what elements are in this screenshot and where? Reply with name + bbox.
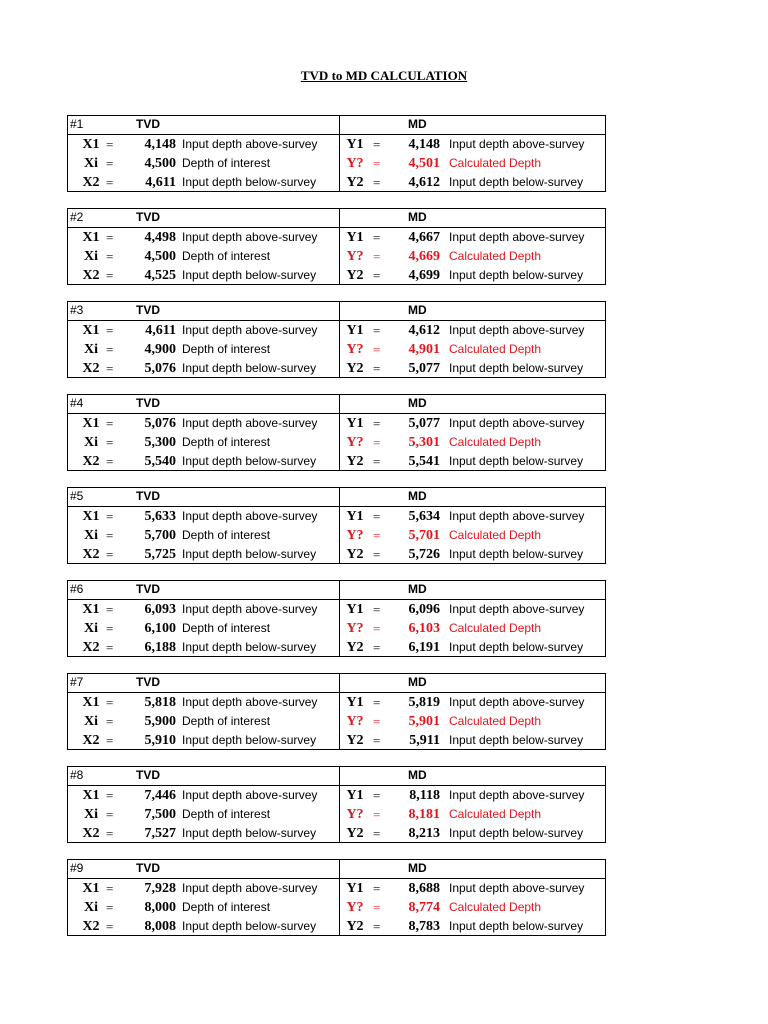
- calculated-md-value: 4,501: [408, 156, 440, 171]
- interest-row: [68, 340, 605, 359]
- x2-value: 5,540: [144, 454, 176, 469]
- equals-sign: =: [373, 528, 381, 543]
- tvd-header: TVD: [136, 117, 160, 131]
- x1-label: X1: [82, 323, 100, 338]
- x2-label: X2: [82, 361, 100, 376]
- x2-description: Input depth below-survey: [182, 454, 317, 468]
- calculation-block: [67, 580, 606, 657]
- calculation-block: [67, 859, 606, 936]
- below-survey-row: [68, 452, 605, 470]
- equals-sign: =: [106, 714, 114, 729]
- x2-description: Input depth below-survey: [182, 175, 317, 189]
- equals-sign: =: [373, 733, 381, 748]
- x2-label: X2: [82, 175, 100, 190]
- y1-label: Y1: [346, 230, 364, 245]
- calculation-blocks: [67, 115, 606, 952]
- x1-description: Input depth above-survey: [182, 602, 318, 616]
- equals-sign: =: [373, 714, 381, 729]
- interest-row: [68, 433, 605, 452]
- above-survey-row: [68, 507, 605, 526]
- x1-value: 4,611: [145, 323, 176, 338]
- calculated-md-value: 8,774: [408, 900, 440, 915]
- y1-label: Y1: [346, 137, 364, 152]
- xi-label: Xi: [84, 621, 98, 636]
- y2-description: Input depth below-survey: [449, 268, 584, 282]
- equals-sign: =: [106, 156, 114, 171]
- y2-label: Y2: [346, 919, 364, 934]
- equals-sign: =: [373, 323, 381, 338]
- interest-row: [68, 247, 605, 266]
- equals-sign: =: [373, 547, 381, 562]
- y-unknown-label: Y?: [346, 900, 364, 915]
- equals-sign: =: [106, 361, 114, 376]
- x1-description: Input depth above-survey: [182, 788, 318, 802]
- equals-sign: =: [373, 230, 381, 245]
- block-header-row: [68, 674, 605, 693]
- x2-description: Input depth below-survey: [182, 268, 317, 282]
- equals-sign: =: [373, 826, 381, 841]
- calculated-md-value: 4,901: [408, 342, 440, 357]
- equals-sign: =: [106, 268, 114, 283]
- interest-row: [68, 898, 605, 917]
- below-survey-row: [68, 545, 605, 563]
- calculation-block: [67, 394, 606, 471]
- x1-value: 4,148: [144, 137, 176, 152]
- y2-value: 8,783: [408, 919, 440, 934]
- y2-description: Input depth below-survey: [449, 454, 584, 468]
- calculation-block: [67, 115, 606, 192]
- tvd-header: TVD: [136, 489, 160, 503]
- x1-value: 5,633: [144, 509, 176, 524]
- y2-description: Input depth below-survey: [449, 175, 584, 189]
- x2-label: X2: [82, 919, 100, 934]
- y1-description: Input depth above-survey: [449, 881, 585, 895]
- x1-description: Input depth above-survey: [182, 323, 318, 337]
- y2-label: Y2: [346, 733, 364, 748]
- x2-description: Input depth below-survey: [182, 826, 317, 840]
- block-number: #8: [70, 768, 84, 782]
- x1-label: X1: [82, 509, 100, 524]
- x1-label: X1: [82, 230, 100, 245]
- xi-label: Xi: [84, 900, 98, 915]
- x2-value: 4,525: [144, 268, 176, 283]
- below-survey-row: [68, 266, 605, 284]
- calculated-md-value: 5,701: [408, 528, 440, 543]
- block-number: #1: [70, 117, 84, 131]
- equals-sign: =: [373, 416, 381, 431]
- x1-value: 4,498: [144, 230, 176, 245]
- equals-sign: =: [106, 509, 114, 524]
- equals-sign: =: [106, 640, 114, 655]
- x2-value: 5,725: [144, 547, 176, 562]
- x1-description: Input depth above-survey: [182, 881, 318, 895]
- y-unknown-label: Y?: [346, 435, 364, 450]
- xi-label: Xi: [84, 807, 98, 822]
- x2-label: X2: [82, 454, 100, 469]
- y2-label: Y2: [346, 361, 364, 376]
- equals-sign: =: [106, 323, 114, 338]
- block-number: #2: [70, 210, 84, 224]
- block-header-row: [68, 395, 605, 414]
- y1-label: Y1: [346, 416, 364, 431]
- equals-sign: =: [373, 137, 381, 152]
- md-header: MD: [408, 861, 427, 875]
- x2-value: 7,527: [144, 826, 176, 841]
- interest-row: [68, 526, 605, 545]
- below-survey-row: [68, 824, 605, 842]
- x2-description: Input depth below-survey: [182, 919, 317, 933]
- equals-sign: =: [373, 509, 381, 524]
- calculated-md-value: 4,669: [408, 249, 440, 264]
- calculation-block: [67, 487, 606, 564]
- y1-value: 8,688: [408, 881, 440, 896]
- above-survey-row: [68, 693, 605, 712]
- y-unknown-label: Y?: [346, 714, 364, 729]
- y1-value: 5,634: [408, 509, 440, 524]
- equals-sign: =: [106, 900, 114, 915]
- xi-description: Depth of interest: [182, 714, 271, 728]
- y2-value: 8,213: [408, 826, 440, 841]
- md-header: MD: [408, 396, 427, 410]
- y2-value: 4,612: [408, 175, 440, 190]
- x1-description: Input depth above-survey: [182, 137, 318, 151]
- equals-sign: =: [106, 881, 114, 896]
- x1-label: X1: [82, 602, 100, 617]
- above-survey-row: [68, 135, 605, 154]
- above-survey-row: [68, 414, 605, 433]
- block-number: #5: [70, 489, 84, 503]
- calculated-md-value: 8,181: [408, 807, 440, 822]
- equals-sign: =: [106, 788, 114, 803]
- xi-description: Depth of interest: [182, 528, 271, 542]
- y2-label: Y2: [346, 547, 364, 562]
- page-title: TVD to MD CALCULATION: [300, 68, 468, 83]
- calculation-block: [67, 208, 606, 285]
- above-survey-row: [68, 321, 605, 340]
- below-survey-row: [68, 731, 605, 749]
- xi-label: Xi: [84, 435, 98, 450]
- equals-sign: =: [106, 695, 114, 710]
- equals-sign: =: [106, 175, 114, 190]
- above-survey-row: [68, 228, 605, 247]
- x1-label: X1: [82, 788, 100, 803]
- interest-row: [68, 712, 605, 731]
- equals-sign: =: [373, 695, 381, 710]
- below-survey-row: [68, 638, 605, 656]
- y2-description: Input depth below-survey: [449, 361, 584, 375]
- block-number: #3: [70, 303, 84, 317]
- block-number: #7: [70, 675, 84, 689]
- block-header-row: [68, 767, 605, 786]
- x2-description: Input depth below-survey: [182, 361, 317, 375]
- y2-label: Y2: [346, 826, 364, 841]
- calculated-depth-label: Calculated Depth: [449, 714, 542, 728]
- equals-sign: =: [106, 733, 114, 748]
- y2-description: Input depth below-survey: [449, 826, 584, 840]
- y1-label: Y1: [346, 323, 364, 338]
- block-number: #6: [70, 582, 84, 596]
- equals-sign: =: [373, 361, 381, 376]
- tvd-header: TVD: [136, 675, 160, 689]
- equals-sign: =: [106, 826, 114, 841]
- y2-value: 5,911: [409, 733, 440, 748]
- y2-description: Input depth below-survey: [449, 919, 584, 933]
- xi-value: 5,700: [144, 528, 176, 543]
- block-number: #9: [70, 861, 84, 875]
- xi-label: Xi: [84, 156, 98, 171]
- xi-value: 4,500: [144, 249, 176, 264]
- x2-label: X2: [82, 733, 100, 748]
- x2-description: Input depth below-survey: [182, 640, 317, 654]
- equals-sign: =: [373, 342, 381, 357]
- xi-description: Depth of interest: [182, 435, 271, 449]
- equals-sign: =: [373, 807, 381, 822]
- y2-description: Input depth below-survey: [449, 547, 584, 561]
- y2-value: 4,699: [408, 268, 440, 283]
- xi-value: 6,100: [144, 621, 176, 636]
- y1-description: Input depth above-survey: [449, 695, 585, 709]
- x2-value: 5,910: [144, 733, 176, 748]
- x1-value: 5,076: [144, 416, 176, 431]
- x1-description: Input depth above-survey: [182, 230, 318, 244]
- y-unknown-label: Y?: [346, 807, 364, 822]
- equals-sign: =: [373, 900, 381, 915]
- above-survey-row: [68, 600, 605, 619]
- y-unknown-label: Y?: [346, 342, 364, 357]
- md-header: MD: [408, 210, 427, 224]
- calculated-md-value: 6,103: [408, 621, 440, 636]
- equals-sign: =: [106, 137, 114, 152]
- equals-sign: =: [106, 621, 114, 636]
- y1-description: Input depth above-survey: [449, 788, 585, 802]
- x2-value: 8,008: [144, 919, 176, 934]
- tvd-header: TVD: [136, 303, 160, 317]
- xi-value: 7,500: [144, 807, 176, 822]
- calculated-md-value: 5,301: [408, 435, 440, 450]
- interest-row: [68, 154, 605, 173]
- equals-sign: =: [106, 435, 114, 450]
- equals-sign: =: [106, 807, 114, 822]
- xi-description: Depth of interest: [182, 249, 271, 263]
- calculation-block: [67, 301, 606, 378]
- equals-sign: =: [106, 230, 114, 245]
- y1-label: Y1: [346, 695, 364, 710]
- tvd-header: TVD: [136, 861, 160, 875]
- x2-label: X2: [82, 826, 100, 841]
- y1-description: Input depth above-survey: [449, 230, 585, 244]
- y1-value: 5,819: [408, 695, 440, 710]
- y2-label: Y2: [346, 640, 364, 655]
- block-header-row: [68, 860, 605, 879]
- xi-description: Depth of interest: [182, 156, 271, 170]
- y1-label: Y1: [346, 602, 364, 617]
- below-survey-row: [68, 917, 605, 935]
- x2-label: X2: [82, 547, 100, 562]
- y2-value: 5,077: [408, 361, 440, 376]
- xi-value: 4,500: [144, 156, 176, 171]
- equals-sign: =: [106, 342, 114, 357]
- block-header-row: [68, 302, 605, 321]
- x2-label: X2: [82, 640, 100, 655]
- equals-sign: =: [106, 547, 114, 562]
- y2-value: 5,726: [408, 547, 440, 562]
- x2-value: 6,188: [144, 640, 176, 655]
- tvd-header: TVD: [136, 396, 160, 410]
- equals-sign: =: [106, 528, 114, 543]
- x1-label: X1: [82, 416, 100, 431]
- y1-value: 4,148: [408, 137, 440, 152]
- x2-description: Input depth below-survey: [182, 547, 317, 561]
- md-header: MD: [408, 489, 427, 503]
- xi-value: 8,000: [144, 900, 176, 915]
- equals-sign: =: [373, 640, 381, 655]
- below-survey-row: [68, 173, 605, 191]
- equals-sign: =: [373, 919, 381, 934]
- calculated-depth-label: Calculated Depth: [449, 156, 542, 170]
- equals-sign: =: [106, 454, 114, 469]
- y1-description: Input depth above-survey: [449, 416, 585, 430]
- above-survey-row: [68, 879, 605, 898]
- md-header: MD: [408, 117, 427, 131]
- equals-sign: =: [106, 919, 114, 934]
- x1-value: 5,818: [144, 695, 176, 710]
- calculated-depth-label: Calculated Depth: [449, 249, 542, 263]
- y1-value: 4,667: [408, 230, 440, 245]
- tvd-header: TVD: [136, 582, 160, 596]
- equals-sign: =: [373, 621, 381, 636]
- x1-value: 6,093: [144, 602, 176, 617]
- block-header-row: [68, 209, 605, 228]
- equals-sign: =: [373, 788, 381, 803]
- xi-description: Depth of interest: [182, 342, 271, 356]
- x1-description: Input depth above-survey: [182, 509, 318, 523]
- y2-label: Y2: [346, 175, 364, 190]
- y1-description: Input depth above-survey: [449, 137, 585, 151]
- calculated-depth-label: Calculated Depth: [449, 900, 542, 914]
- x1-value: 7,446: [144, 788, 176, 803]
- md-header: MD: [408, 768, 427, 782]
- xi-description: Depth of interest: [182, 900, 271, 914]
- equals-sign: =: [373, 175, 381, 190]
- x1-label: X1: [82, 137, 100, 152]
- equals-sign: =: [373, 435, 381, 450]
- y1-description: Input depth above-survey: [449, 602, 585, 616]
- x2-value: 4,611: [145, 175, 176, 190]
- block-header-row: [68, 581, 605, 600]
- calculation-block: [67, 766, 606, 843]
- y2-description: Input depth below-survey: [449, 640, 584, 654]
- xi-value: 4,900: [144, 342, 176, 357]
- block-header-row: [68, 488, 605, 507]
- md-header: MD: [408, 675, 427, 689]
- xi-label: Xi: [84, 342, 98, 357]
- y2-label: Y2: [346, 268, 364, 283]
- equals-sign: =: [373, 249, 381, 264]
- tvd-header: TVD: [136, 768, 160, 782]
- equals-sign: =: [373, 602, 381, 617]
- equals-sign: =: [373, 881, 381, 896]
- calculated-depth-label: Calculated Depth: [449, 435, 542, 449]
- equals-sign: =: [106, 602, 114, 617]
- y1-value: 4,612: [408, 323, 440, 338]
- y1-label: Y1: [346, 509, 364, 524]
- calculation-block: [67, 673, 606, 750]
- xi-label: Xi: [84, 528, 98, 543]
- calculated-depth-label: Calculated Depth: [449, 621, 542, 635]
- y1-value: 8,118: [409, 788, 440, 803]
- x1-label: X1: [82, 695, 100, 710]
- x2-label: X2: [82, 268, 100, 283]
- x2-value: 5,076: [144, 361, 176, 376]
- y-unknown-label: Y?: [346, 528, 364, 543]
- y1-description: Input depth above-survey: [449, 323, 585, 337]
- y-unknown-label: Y?: [346, 156, 364, 171]
- calculated-depth-label: Calculated Depth: [449, 807, 542, 821]
- calculated-depth-label: Calculated Depth: [449, 528, 542, 542]
- equals-sign: =: [373, 268, 381, 283]
- equals-sign: =: [373, 156, 381, 171]
- y1-value: 6,096: [408, 602, 440, 617]
- equals-sign: =: [106, 416, 114, 431]
- interest-row: [68, 619, 605, 638]
- y-unknown-label: Y?: [346, 621, 364, 636]
- calculated-md-value: 5,901: [408, 714, 440, 729]
- xi-description: Depth of interest: [182, 807, 271, 821]
- interest-row: [68, 805, 605, 824]
- y2-value: 6,191: [408, 640, 440, 655]
- y2-label: Y2: [346, 454, 364, 469]
- xi-value: 5,900: [144, 714, 176, 729]
- x1-description: Input depth above-survey: [182, 695, 318, 709]
- xi-label: Xi: [84, 249, 98, 264]
- md-header: MD: [408, 303, 427, 317]
- tvd-header: TVD: [136, 210, 160, 224]
- block-header-row: [68, 116, 605, 135]
- y1-description: Input depth above-survey: [449, 509, 585, 523]
- x2-description: Input depth below-survey: [182, 733, 317, 747]
- x1-description: Input depth above-survey: [182, 416, 318, 430]
- xi-description: Depth of interest: [182, 621, 271, 635]
- y2-description: Input depth below-survey: [449, 733, 584, 747]
- y1-label: Y1: [346, 881, 364, 896]
- block-number: #4: [70, 396, 84, 410]
- equals-sign: =: [373, 454, 381, 469]
- y2-value: 5,541: [408, 454, 440, 469]
- xi-label: Xi: [84, 714, 98, 729]
- below-survey-row: [68, 359, 605, 377]
- above-survey-row: [68, 786, 605, 805]
- x1-value: 7,928: [144, 881, 176, 896]
- y1-label: Y1: [346, 788, 364, 803]
- calculated-depth-label: Calculated Depth: [449, 342, 542, 356]
- md-header: MD: [408, 582, 427, 596]
- y-unknown-label: Y?: [346, 249, 364, 264]
- y1-value: 5,077: [408, 416, 440, 431]
- equals-sign: =: [106, 249, 114, 264]
- x1-label: X1: [82, 881, 100, 896]
- xi-value: 5,300: [144, 435, 176, 450]
